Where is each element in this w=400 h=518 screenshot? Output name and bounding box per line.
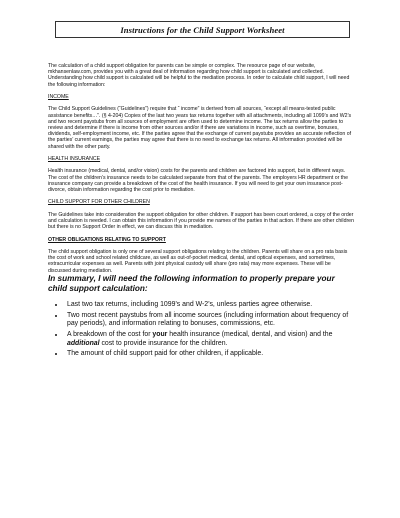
title-box	[55, 21, 350, 38]
list-item: • The amount of child support paid for other children, if applicable.	[65, 350, 354, 359]
income-heading: INCOME	[48, 94, 69, 100]
summary-heading: In summary, I will need the following information to properly prepare your child support calculation:	[48, 273, 335, 293]
other-children-heading: CHILD SUPPORT FOR OTHER CHILDREN	[48, 199, 150, 206]
health-insurance-paragraph: Health insurance (medical, dental, and/or vision) costs for the parents and children are factored into support, but in different ways. The cost of the children’s insurance needs to be calculated separate from that of the parents. The employers HR department or the insurance company can provide a breakdown of the cost of the health insurance. If you will need to get your own insurance post-divorce, obtain information regarding the cost prior to mediation.	[48, 168, 348, 193]
emphasis-additional: additional	[67, 339, 100, 347]
list-item: • Two most recent paystubs from all income sources (including information about frequency of pay periods), and information relating to bonuses, commissions, etc.	[65, 312, 354, 329]
requirements-list	[48, 301, 354, 359]
other-children-paragraph: The Guidelines take into consideration the support obligation for other children. If support has been court ordered, a copy of the order and calculation is needed. I can obtain this information if you provide me names of the parties in that action. If there are other children but there is no Support Order in effect, we can discuss this in mediation.	[48, 211, 354, 231]
list-item: • A breakdown of the cost for your health insurance (medical, dental, and vision) and the additional cost to provide insurance for the children.	[65, 331, 354, 348]
document-body	[48, 63, 354, 361]
intro-paragraph: The calculation of a child support obligation for parents can be simple or complex. The resource page of our website, mkhansenlaw.com, provides you with a great deal of information regarding how child support is calculated and collected. Understanding how child support is calculated will be helpful to the mediation process. In order to calculate child support, I will need the following information:	[48, 63, 350, 88]
other-obligations-heading: OTHER OBLIGATIONS RELATING TO SUPPORT	[48, 236, 166, 243]
other-obligations-paragraph: The child support obligation is only one of several support obligations relating to the children. Parents will share on a pro rata basis the cost of work and school related childcare, as well as out-of-pocket medical, dental, and optical expenses, and sometimes, extracurricular expenses as well. Parents with joint physical custody will share (pro rata) may more expenses. These will be discussed during mediation.	[48, 248, 348, 274]
income-paragraph: The Child Support Guidelines (“Guidelines”) require that “ income” is derived from all sources, “except all means-tested public assistance benefits…”. (§ 4-204) Copies of the last two years tax returns together with all attachments, including all 1099’s and W2’s and two recent paystubs from all sources of employment are often used to determine income. The tax returns allow the parties to review and determine if there is income from other sources and/or if there are variations in income, such as overtime, bonuses, dividends, self-employment income, etc. If the parties agree that the exchange of current paystubs provides an accurate reflection of the parties’ current earnings, the parties may agree that there is no need to exchange tax returns. All information provided will be shared with the other party.	[48, 106, 352, 150]
list-item: • Last two tax returns, including 1099’s and W-2’s, unless parties agree otherwise.	[65, 301, 354, 310]
emphasis-your: your	[152, 330, 168, 338]
health-insurance-heading: HEALTH INSURANCE	[48, 156, 101, 162]
document-title: Instructions for the Child Support Worksheet	[120, 24, 285, 35]
